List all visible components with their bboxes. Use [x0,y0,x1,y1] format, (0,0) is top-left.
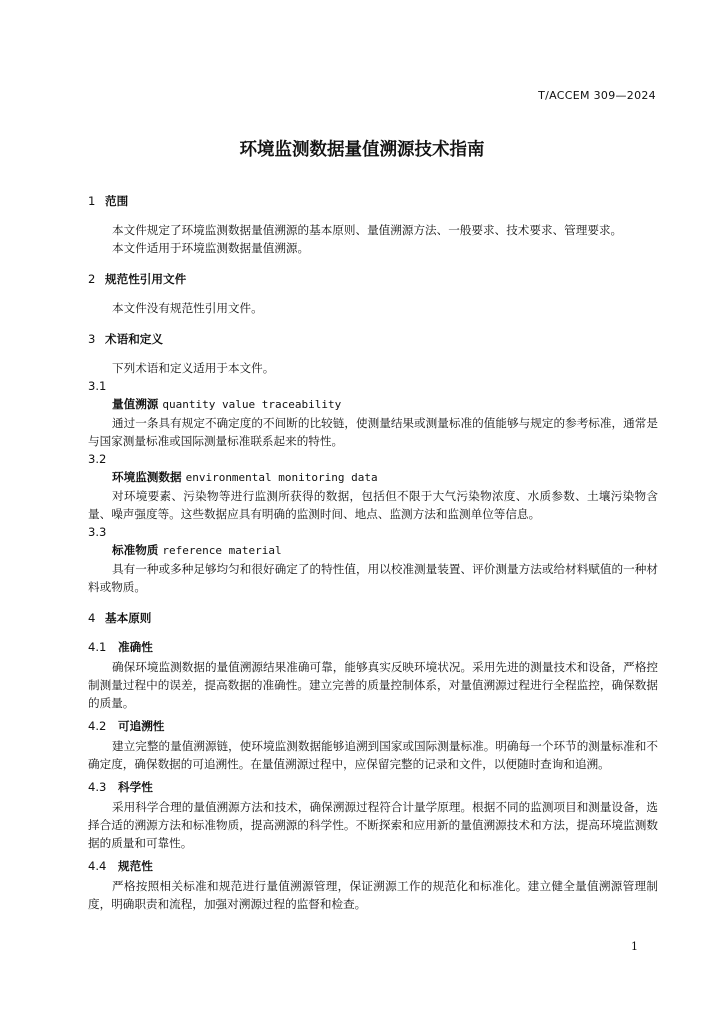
section-heading [88,609,658,627]
section-number: 3 [88,332,96,346]
term-number: 3.1 [88,379,107,393]
subsection-number: 4.3 [88,780,107,794]
term-name [112,541,658,560]
paragraph: 本文件规定了环境监测数据量值溯源的基本原则、量值溯源方法、一般要求、技术要求、管理要求。 [112,223,623,237]
subsection-heading [88,857,658,875]
paragraph: 采用科学合理的量值溯源方法和技术，确保溯源过程符合计量学原理。根据不同的监测项目和测量设备，选择合适的溯源方法和标准物质，提高溯源的科学性。不断探索和应用新的量值溯源技术和方法，提高环境监测数据的质量和可靠性。 [88,800,658,850]
term-name-en: reference material [162,544,282,557]
term-name-en: environmental monitoring data [185,471,378,484]
paragraph: 确保环境监测数据的量值溯源结果准确可靠，能够真实反映环境状况。采用先进的测量技术和设备，严格控制测量过程中的误差，提高数据的准确性。建立完善的质量控制体系，对量值溯源过程进行全程监控，确保数据的质量。 [88,660,658,710]
term-definition: 通过一条具有规定不确定度的不间断的比较链，使测量结果或测量标准的值能够与规定的参考标准，通常是与国家测量标准或国际测量标准联系起来的特性。 [88,416,658,448]
paragraph: 建立完整的量值溯源链，使环境监测数据能够追溯到国家或国际测量标准。明确每一个环节的测量标准和不确定度，确保数据的可追溯性。在量值溯源过程中，应保留完整的记录和文件，以便随时查询和追溯。 [88,739,658,771]
subsection-title: 规范性 [118,859,153,873]
term-name-en: quantity value traceability [162,398,342,411]
section-number: 4 [88,611,96,625]
term-name-cn: 量值溯源 [112,397,159,411]
term-number: 3.3 [88,525,107,539]
subsection-title: 科学性 [118,780,153,794]
term-definition: 具有一种或多种足够均匀和很好确定了的特性值，用以校准测量装置、评价测量方法或给材料赋值的一种材料或物质。 [88,562,658,594]
page-number: 1 [631,940,638,953]
paragraph: 本文件适用于环境监测数据量值溯源。 [112,241,310,255]
section-terms [88,330,658,596]
term-name-cn: 标准物质 [112,543,159,557]
subsection-number: 4.4 [88,859,107,873]
term-name [112,395,658,414]
paragraph: 严格按照相关标准和规范进行量值溯源管理，保证溯源工作的规范化和标准化。建立健全量值溯源管理制度，明确职责和流程，加强对溯源过程的监督和检查。 [88,879,658,911]
subsection-heading [88,638,658,656]
subsection-title: 可追溯性 [118,719,165,733]
section-title: 规范性引用文件 [105,272,187,286]
document-body [88,192,658,926]
subsection-title: 准确性 [118,640,153,654]
term-definition: 对环境要素、污染物等进行监测所获得的数据，包括但不限于大气污染物浓度、水质参数、土壤污染物含量、噪声强度等。这些数据应具有明确的监测时间、地点、监测方法和监测单位等信息。 [88,489,658,521]
subsection-heading [88,717,658,735]
section-title: 基本原则 [105,611,152,625]
section-heading [88,192,658,210]
document-id: T/ACCEM 309—2024 [538,89,656,102]
section-normative-references [88,270,658,317]
document-title: 环境监测数据量值溯源技术指南 [239,140,485,160]
section-number: 2 [88,272,96,286]
term-name [112,468,658,487]
section-basic-principles [88,609,658,913]
subsection-number: 4.1 [88,640,107,654]
paragraph: 下列术语和定义适用于本文件。 [112,361,275,375]
subsection-number: 4.2 [88,719,107,733]
section-number: 1 [88,194,96,208]
section-title: 范围 [105,194,129,208]
term-name-cn: 环境监测数据 [112,470,182,484]
section-title: 术语和定义 [105,332,163,346]
paragraph: 本文件没有规范性引用文件。 [112,301,263,315]
subsection-heading [88,778,658,796]
section-scope [88,192,658,257]
term-number: 3.2 [88,452,107,466]
section-heading [88,330,658,348]
section-heading [88,270,658,288]
